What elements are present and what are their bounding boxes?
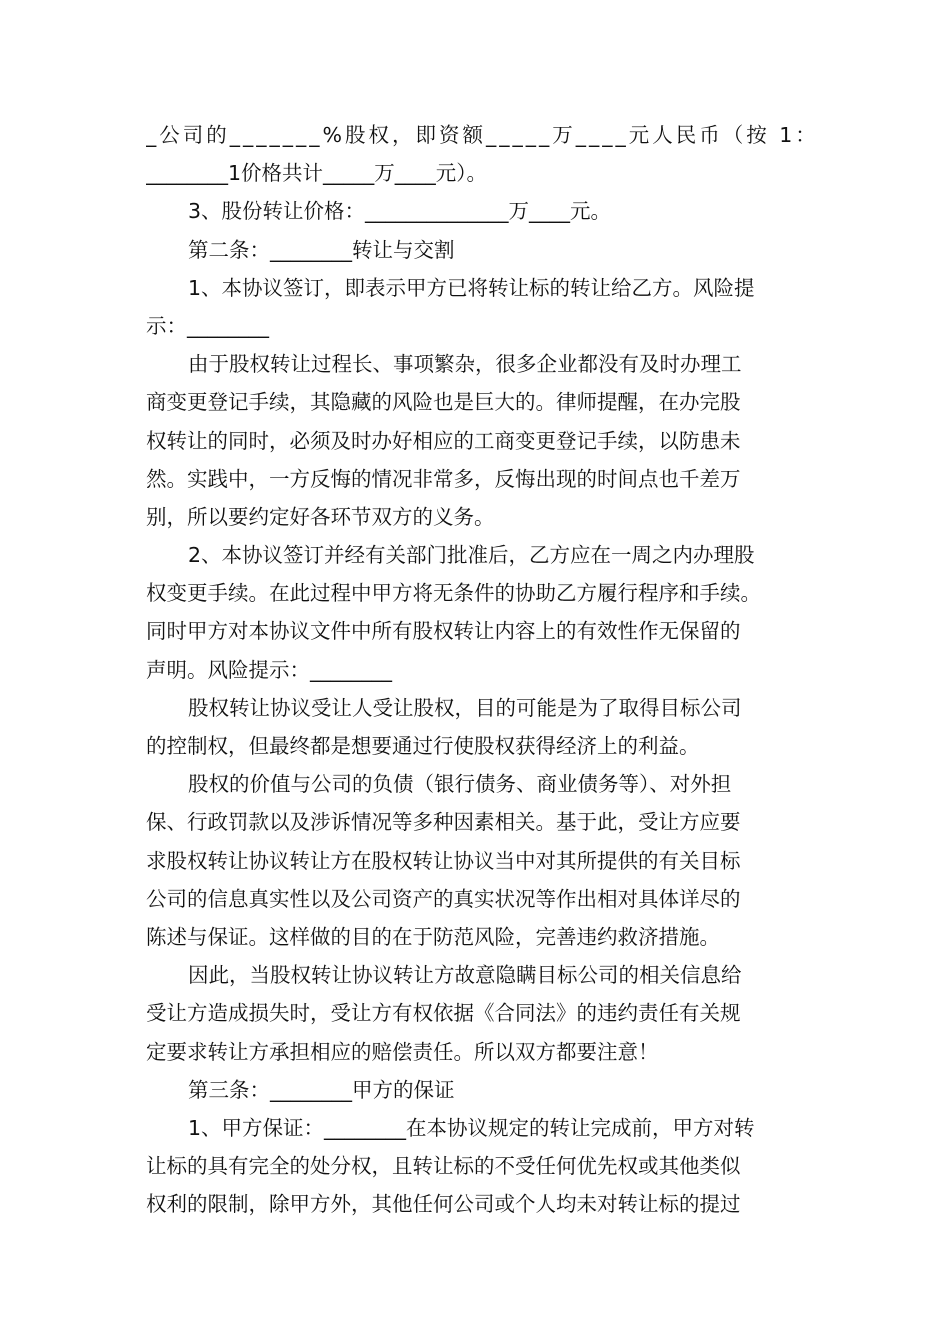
- document-line: 3、股份转让价格：______________万____元。: [188, 199, 612, 224]
- document-line: 权利的限制，除甲方外，其他任何公司或个人均未对转让标的提过: [146, 1192, 741, 1217]
- document-line: 商变更登记手续，其隐藏的风险也是巨大的。律师提醒，在办完股: [146, 390, 741, 415]
- document-line: 的控制权，但最终都是想要通过行使股权获得经济上的利益。: [146, 734, 700, 758]
- document-line: 然。实践中，一方反悔的情况非常多，反悔出现的时间点也千差万: [146, 466, 741, 491]
- document-line: 声明。风险提示：________: [146, 657, 392, 682]
- document-line: _公司的_______%股权，即资额_____万____元人民币（按 1：: [146, 123, 819, 147]
- document-line: 让标的具有完全的处分权，且转让标的不受任何优先权或其他类似: [146, 1154, 741, 1179]
- document-line: 2、本协议签订并经有关部门批准后，乙方应在一周之内办理股: [188, 543, 755, 568]
- document-line: 示：________: [146, 313, 269, 338]
- document-line: 受让方造成损失时，受让方有权依据《合同法》的违约责任有关规: [146, 1001, 741, 1026]
- document-line: 公司的信息真实性以及公司资产的真实状况等作出相对具体详尽的: [146, 886, 741, 911]
- document-line: 同时甲方对本协议文件中所有股权转让内容上的有效性作无保留的: [146, 619, 741, 644]
- document-line: 股权的价值与公司的负债（银行债务、商业债务等）、对外担: [188, 772, 732, 797]
- document-line: 1、甲方保证：________在本协议规定的转让完成前，甲方对转: [188, 1115, 755, 1140]
- document-line: 因此，当股权转让协议转让方故意隐瞒目标公司的相关信息给: [188, 963, 742, 988]
- document-line: 权转让的同时，必须及时办好相应的工商变更登记手续，以防患未: [146, 428, 741, 453]
- document-line: 1、本协议签订，即表示甲方已将转让标的转让给乙方。风险提: [188, 275, 755, 300]
- document-line: 定要求转让方承担相应的赔偿责任。所以双方都要注意！: [146, 1039, 659, 1064]
- document-line: 保、行政罚款以及涉诉情况等多种因素相关。基于此，受让方应要: [146, 810, 741, 835]
- document-line: 第二条：________转让与交割: [188, 237, 455, 262]
- document-line: 第三条：________甲方的保证: [188, 1077, 455, 1102]
- document-line: ________1价格共计_____万____元）。: [146, 161, 488, 186]
- document-line: 别，所以要约定好各环节双方的义务。: [146, 504, 495, 529]
- document-line: 股权转让协议受让人受让股权，目的可能是为了取得目标公司: [188, 695, 742, 720]
- document-line: 陈述与保证。这样做的目的在于防范风险，完善违约救济措施。: [146, 924, 720, 949]
- document-line: 求股权转让协议转让方在股权转让协议当中对其所提供的有关目标: [146, 848, 741, 873]
- document-line: 由于股权转让过程长、事项繁杂，很多企业都没有及时办理工: [188, 352, 742, 377]
- document-line: 权变更手续。在此过程中甲方将无条件的协助乙方履行程序和手续。: [146, 581, 761, 606]
